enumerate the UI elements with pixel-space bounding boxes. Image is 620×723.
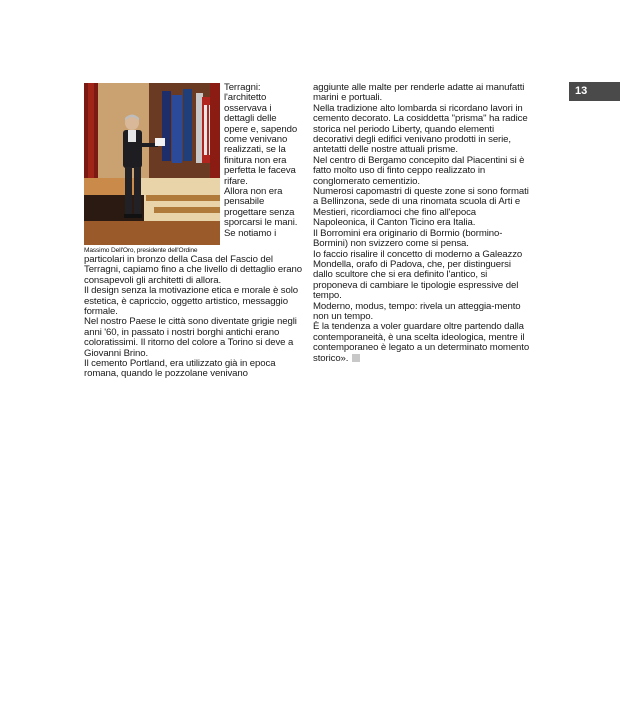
left-paragraph-4: Il cemento Portland, era utilizzato già in epoca romana, quando le pozzolane venivano [84, 358, 276, 380]
article-column-left [84, 83, 302, 380]
right-paragraph-8 [313, 322, 532, 364]
left-wrap-paragraph-1: Terragni: l'architetto osservava i dettagli delle opere e, sapendo come venivano realizzati, se la finitura non era perfetta le faceva rifare. [224, 82, 298, 187]
page-number-badge: 13 [569, 82, 620, 101]
left-wrap-paragraph-2: Allora non era pensabile progettare senza sporcarsi le mani. [224, 186, 298, 229]
right-paragraph-7: Moderno, modus, tempo: rivela un atteggia-mento non un tempo. [313, 300, 521, 322]
right-paragraph-5: Il Borromini era originario di Bormio (bormino-Bormini) non svizzero come si pensa. [313, 227, 503, 250]
photo-caption: Massimo Dell'Oro, presidente dell'Ordine [84, 247, 198, 254]
left-paragraph-2: Il design senza la motivazione etica e morale è solo estetica, è capriccio, oggetto artistico, messaggio formale. [84, 285, 298, 318]
speaker-photo [84, 83, 220, 245]
right-paragraph-8-text: È la tendenza a voler guardare oltre partendo dalla contemporaneità, è una scelta ideologica, mentre il contemporaneo è legato a un determinato momento storico». [313, 321, 530, 364]
left-paragraph-1: particolari in bronzo della Casa del Fascio del Terragni, capiamo fino a che livello di dettaglio erano consapevoli gli architetti di allora. [84, 254, 302, 286]
left-paragraph-3: Nel nostro Paese le città sono diventate grigie negli anni '60, in passato i nostri borghi antichi erano coloratissimi. Il ritorno del colore a Torino si deve a Giovanni Brino. [84, 316, 297, 359]
right-paragraph-4: Numerosi capomastri di queste zone si sono formati a Bellinzona, sede di una rinomata scuola di Arti e Mestieri, ricordiamoci che fino all'epoca Napoleonica, il Canton Ticino era Italia. [313, 186, 529, 229]
left-wrap-paragraph-3: Se notiamo i [224, 227, 277, 239]
end-of-article-mark [352, 354, 360, 362]
article-column-right [313, 83, 532, 364]
photo-figure [84, 83, 220, 255]
right-paragraph-3: Nel centro di Bergamo concepito dal Piacentini si è fatto molto uso di finto ceppo realizzato in conglomerato cementizio. [313, 154, 525, 187]
right-paragraph-1: aggiunte alle malte per renderle adatte ai manufatti marini e portuali. [313, 82, 525, 104]
right-paragraph-2: Nella tradizione alto lombarda si ricordano lavori in cemento decorato. La cosiddetta "prisma" ha radice storica nel periodo Liberty, quando elementi decorativi degli edifici venivano prodotti in serie, antetatti delle nostre attuali prisme. [313, 102, 528, 156]
right-paragraph-6: Io faccio risalire il concetto di moderno a Galeazzo Mondella, orafo di Padova, che, per distinguersi dallo scultore che si era definito l'antico, si proponeva di cambiare le tipologie espressive del tempo. [313, 248, 523, 302]
